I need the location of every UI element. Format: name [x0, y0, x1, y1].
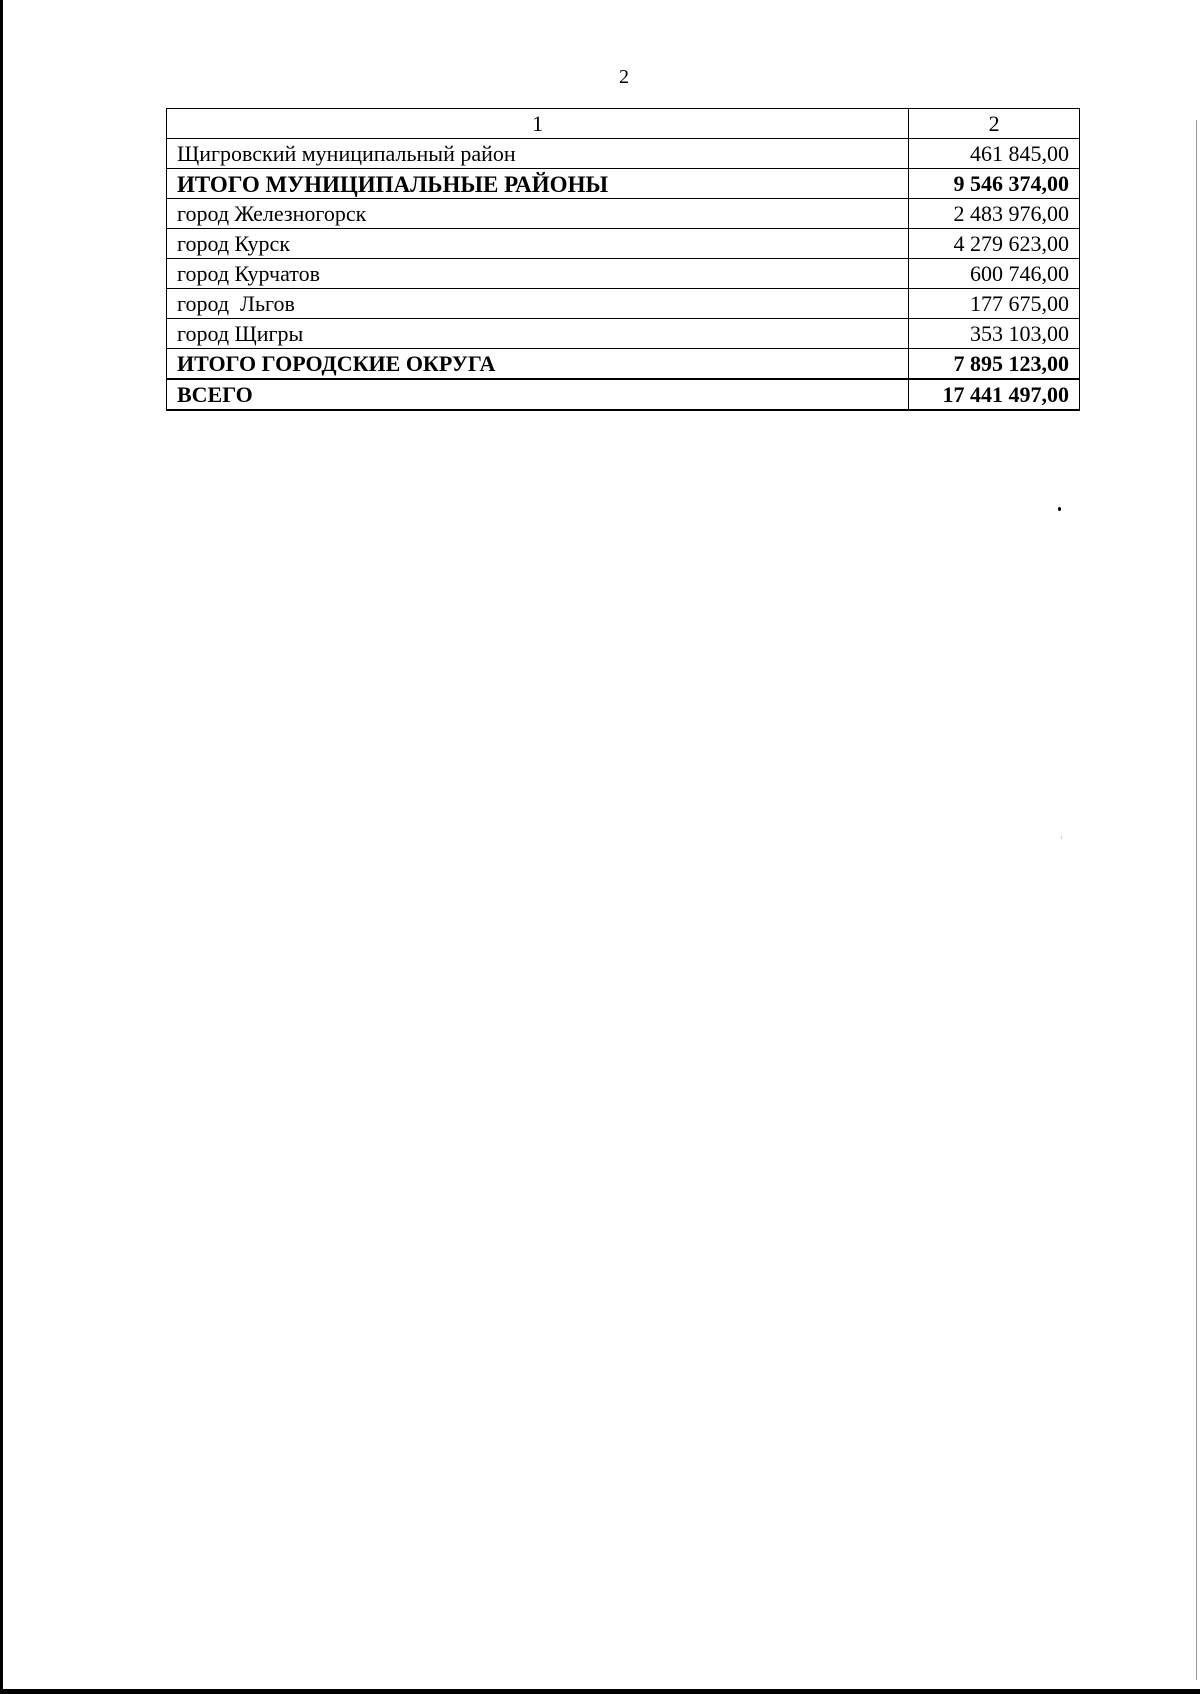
row-value: 17 441 497,00 — [909, 379, 1080, 410]
subtotal-row — [167, 169, 1080, 199]
column-header-1: 1 — [167, 109, 909, 139]
row-value: 2 483 976,00 — [909, 199, 1080, 229]
row-name: ИТОГО ГОРОДСКИЕ ОКРУГА — [167, 349, 909, 380]
row-name: ИТОГО МУНИЦИПАЛЬНЫЕ РАЙОНЫ — [167, 169, 909, 199]
row-name: ВСЕГО — [167, 379, 909, 410]
row-name: город Льгов — [167, 289, 909, 319]
table-row — [167, 319, 1080, 349]
row-name: город Курчатов — [167, 259, 909, 289]
table-row — [167, 139, 1080, 169]
row-value: 461 845,00 — [909, 139, 1080, 169]
row-value: 600 746,00 — [909, 259, 1080, 289]
page-number: 2 — [619, 66, 629, 88]
table-row — [167, 199, 1080, 229]
row-value: 9 546 374,00 — [909, 169, 1080, 199]
row-value: 177 675,00 — [909, 289, 1080, 319]
table-row — [167, 229, 1080, 259]
column-header-2: 2 — [909, 109, 1080, 139]
row-name: Щигровский муниципальный район — [167, 139, 909, 169]
row-value: 7 895 123,00 — [909, 349, 1080, 380]
subtotal-row — [167, 349, 1080, 380]
table-row — [167, 289, 1080, 319]
row-name: город Щигры — [167, 319, 909, 349]
allocation-table — [166, 108, 1080, 411]
total-row — [167, 379, 1080, 410]
row-value: 353 103,00 — [909, 319, 1080, 349]
scan-speck — [1058, 507, 1061, 511]
row-name: город Курск — [167, 229, 909, 259]
table-header-row — [167, 109, 1080, 139]
table-row — [167, 259, 1080, 289]
row-name: город Железногорск — [167, 199, 909, 229]
scan-edge-left — [0, 0, 3, 1694]
scan-speck — [1061, 836, 1062, 839]
scan-edge-bottom — [0, 1689, 1200, 1694]
scan-edge-right — [1196, 120, 1197, 1680]
row-value: 4 279 623,00 — [909, 229, 1080, 259]
